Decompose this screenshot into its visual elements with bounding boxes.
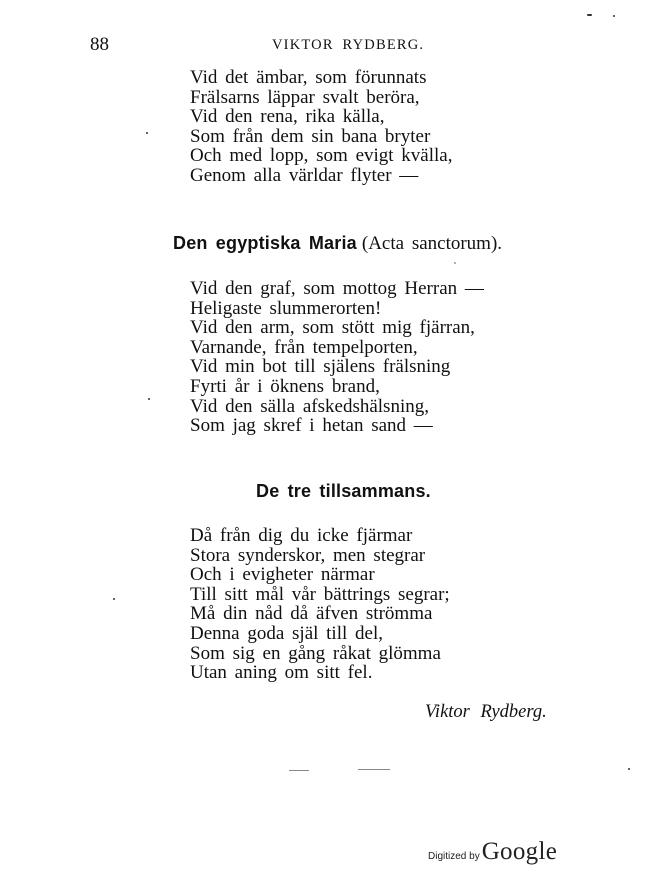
google-logo: Google [481,838,558,865]
page-number: 88 [90,34,109,55]
watermark-prefix: Digitized by [428,851,480,862]
verse-line: Vid den graf, som mottog Herran — [190,278,484,299]
scan-speck [148,398,150,400]
digitized-watermark [428,838,557,866]
verse-line: Må din nåd då äfven strömma [190,603,433,625]
poem-2-heading [173,233,502,255]
end-rule-left [289,770,309,771]
verse-line: Genom alla världar flyter — [190,164,419,186]
scan-speck [113,598,115,600]
end-rule-right [358,769,390,770]
verse-line: Vid det ämbar, som förunnats [190,67,427,88]
poem-2-title: Den egyptiska Maria [173,233,357,253]
scan-speck [587,14,592,16]
scan-speck [454,262,456,264]
verse-line: Då från dig du icke fjärmar [190,525,413,546]
verse-line: Stora synderskor, men stegrar [190,544,426,566]
verse-line: Till sitt mål vår bättrings segrar; [190,583,450,605]
verse-line: Och med lopp, som evigt kvälla, [190,145,453,167]
scan-speck [628,768,630,770]
verse-line: Och i evigheter närmar [190,564,375,586]
verse-line: Frälsarns läppar svalt beröra, [190,86,420,108]
verse-line: Vid den arm, som stött mig fjärran, [190,317,475,339]
verse-line: Vid den rena, rika källa, [190,106,385,128]
verse-line: Denna goda själ till del, [190,622,383,644]
scan-speck [146,132,148,134]
verse-line: Vid min bot till själens frälsning [190,356,451,378]
verse-line: Som från dem sin bana bryter [190,125,431,147]
author-signature: Viktor Rydberg. [425,702,547,722]
verse-line: Utan aning om sitt fel. [190,662,373,684]
scan-speck [613,15,615,17]
poem-3-heading [256,481,431,503]
verse-line: Heligaste slummerorten! [190,297,382,319]
poem-1-stanza [190,68,452,186]
poem-2-stanza [190,279,484,436]
verse-line: Varnande, från tempelporten, [190,336,418,358]
poem-3-stanza [190,526,450,683]
verse-line: Vid den sälla afskedshälsning, [190,395,429,417]
running-head: VIKTOR RYDBERG. [272,37,425,53]
verse-line: Som sig en gång råkat glömma [190,642,441,664]
verse-line: Fyrti år i öknens brand, [190,375,380,397]
poem-2-subtitle: (Acta sanctorum). [361,233,503,254]
verse-line: Som jag skref i hetan sand — [190,415,433,437]
poem-3-title: De tre tillsammans. [256,481,431,501]
